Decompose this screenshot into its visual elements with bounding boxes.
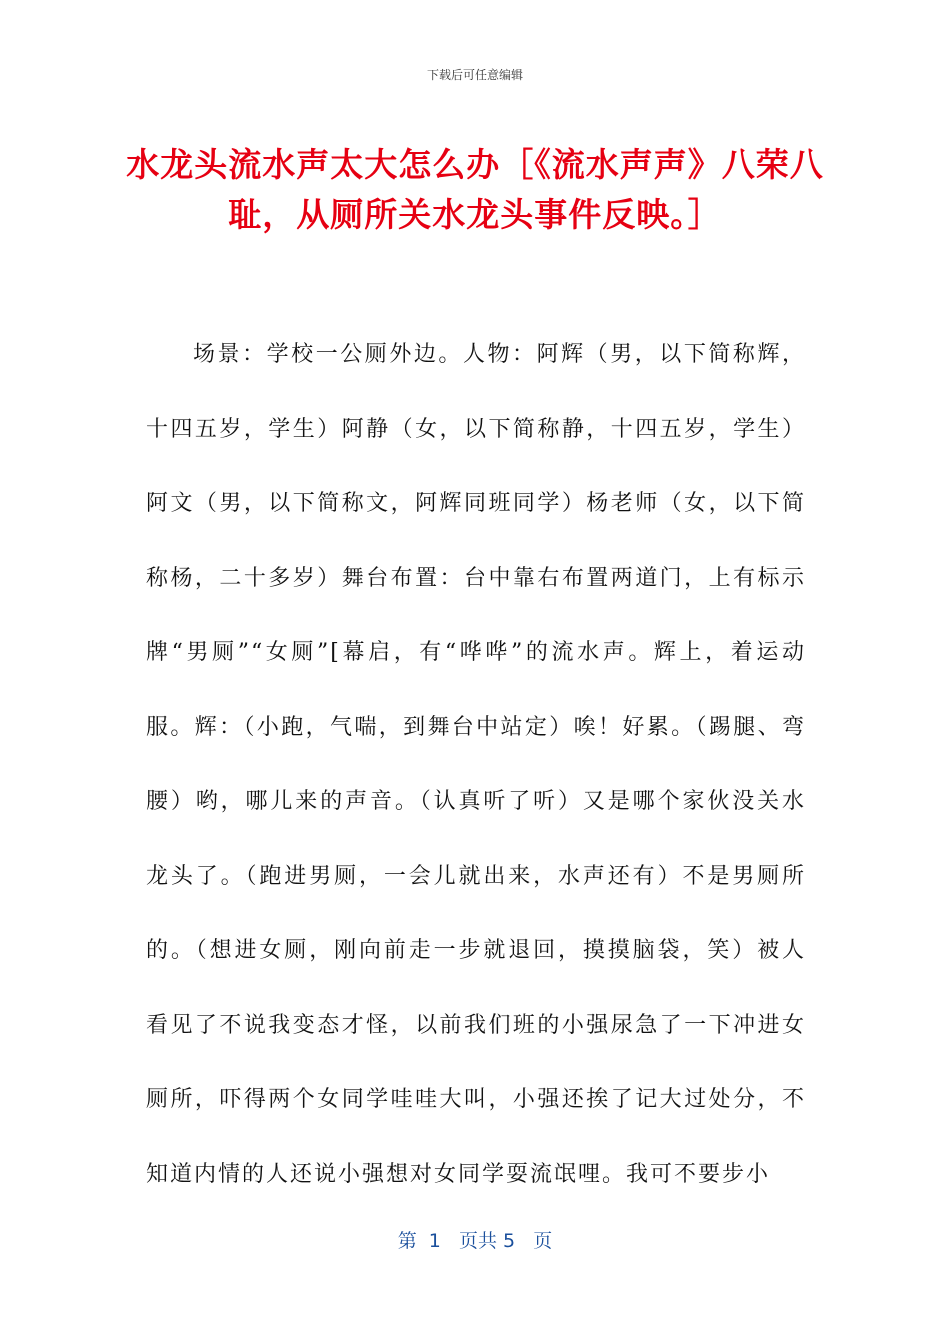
document-title: 水龙头流水声太大怎么办［《流水声声》八荣八耻，从厕所关水龙头事件反映。］ (126, 145, 824, 234)
page-number-footer: 第 1 页共 5 页 (397, 1230, 553, 1252)
body-paragraph: 场景：学校一公厕外边。人物：阿辉（男，以下简称辉，十四五岁，学生）阿静（女，以下简称静，十四五岁，学生）阿文（男，以下简称文，阿辉同班同学）杨老师（女，以下简称杨，二十多岁）舞台布置：台中靠右布置两道门，上有标示牌“男厕”“女厕”[幕启，有“哗哗”的流水声。辉上，着运动服。辉：（小跑，气喘，到舞台中站定）唉！好累。（踢腿、弯腰）哟，哪儿来的声音。（认真听了听）又是哪个家伙没关水龙头了。（跑进男厕，一会儿就出来，水声还有）不是男厕所的。（想进女厕，刚向前走一步就退回，摸摸脑袋，笑）被人看见了不说我变态才怪，以前我们班的小强尿急了一下冲进女厕所，吓得两个女同学哇哇大叫，小强还挨了记大过处分，不知道内情的人还说小强想对女同学耍流氓哩。我可不要步小 (146, 342, 806, 1187)
header-note: 下载后可任意编辑 (426, 68, 523, 82)
